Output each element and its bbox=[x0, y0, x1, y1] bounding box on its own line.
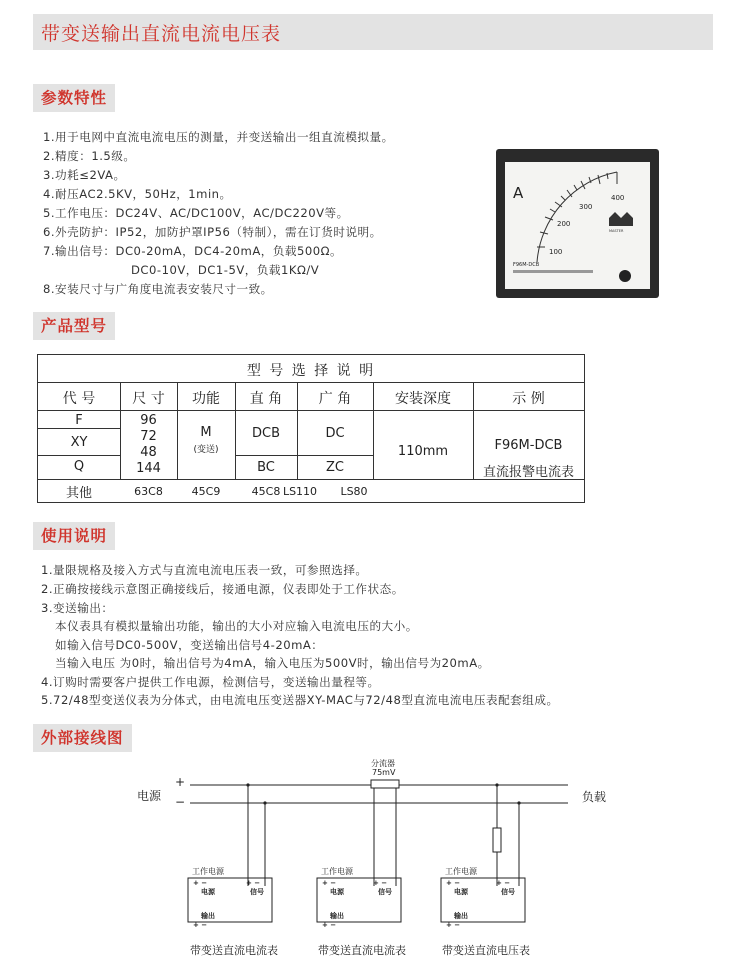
usage-line: 当输入电压 为0时，输出信号为4mA，输入电压为500V时，输出信号为20mA。 bbox=[55, 656, 490, 670]
meter-scale-label: 400 bbox=[611, 194, 625, 202]
wiring-pm: + − bbox=[193, 879, 208, 887]
wiring-box-power: 电源 bbox=[201, 888, 215, 896]
table-cell-size: 72 bbox=[140, 429, 157, 444]
table-cell-straight: DCB bbox=[251, 426, 280, 441]
wiring-box-signal: 信号 bbox=[378, 888, 392, 896]
table-column-header: 直 角 bbox=[249, 391, 283, 407]
table-cell-size: 144 bbox=[136, 461, 161, 476]
wiring-pm: + − bbox=[373, 879, 388, 887]
table-column-header: 代 号 bbox=[62, 391, 96, 407]
usage-line: 1.量限规格及接入方式与直流电流电压表一致，可参照选择。 bbox=[41, 563, 368, 577]
usage-line: 2.正确按接线示意图正确接线后，接通电源，仪表即处于工作状态。 bbox=[41, 582, 404, 596]
meter-unit: A bbox=[513, 184, 524, 202]
table-cell-function: M bbox=[200, 425, 212, 440]
usage-line: 5.72/48型变送仪表为分体式，由电流电压变送器XY-MAC与72/48型直流电流电压表配套组成。 bbox=[41, 693, 559, 707]
table-column-header: 安装深度 bbox=[395, 391, 451, 407]
wiring-pm: + − bbox=[322, 879, 337, 887]
param-line: 3.功耗≤2VA。 bbox=[43, 168, 126, 182]
table-column-header: 广 角 bbox=[318, 391, 352, 407]
wiring-caption: 带变送直流电流表 bbox=[318, 944, 406, 957]
wiring-pm: + − bbox=[496, 879, 511, 887]
wiring-box-output: 输出 bbox=[330, 912, 344, 920]
wiring-shunt-value: 75mV bbox=[372, 768, 396, 777]
section-params-title: 参数特性 bbox=[41, 89, 108, 107]
meter-scale-label: 200 bbox=[557, 220, 571, 228]
wiring-work-power: 工作电源 bbox=[445, 867, 477, 876]
wiring-box-signal: 信号 bbox=[501, 888, 515, 896]
wiring-box-power: 电源 bbox=[454, 888, 468, 896]
table-cell-function: 45C9 bbox=[191, 485, 221, 498]
meter-model: F96M-DCB bbox=[513, 262, 540, 268]
wiring-pm: + − bbox=[446, 879, 461, 887]
param-line: 5.工作电压：DC24V、AC/DC100V，AC/DC220V等。 bbox=[43, 206, 349, 220]
wiring-work-power: 工作电源 bbox=[321, 867, 353, 876]
wiring-shunt-label: 分流器 bbox=[371, 759, 395, 768]
param-line: 1.用于电网中直流电流电压的测量，并变送输出一组直流模拟量。 bbox=[43, 130, 394, 144]
usage-line: 如输入信号DC0-500V，变送输出信号4-20mA： bbox=[55, 638, 324, 652]
table-cell-straight: BC bbox=[257, 460, 275, 475]
usage-line: 4.订购时需要客户提供工作电源，检测信号，变送输出量程等。 bbox=[41, 675, 380, 689]
table-cell-code: XY bbox=[70, 435, 88, 450]
table-column-header: 功能 bbox=[192, 391, 220, 407]
table-cell-wide: LS80 bbox=[340, 485, 368, 498]
table-cell-size: 96 bbox=[140, 413, 157, 428]
table-cell-function-note: (变送) bbox=[193, 445, 219, 455]
wiring-power-label: 电源 bbox=[137, 789, 162, 803]
section-model-title: 产品型号 bbox=[41, 317, 108, 335]
usage-line: 本仪表具有模拟量输出功能，输出的大小对应输入电流电压的大小。 bbox=[55, 619, 418, 633]
wiring-caption: 带变送直流电压表 bbox=[442, 944, 530, 957]
table-cell-code: 其他 bbox=[65, 486, 92, 501]
table-cell-straight: 45C8 bbox=[251, 485, 281, 498]
wiring-pm: + − bbox=[446, 921, 461, 929]
section-wiring-title: 外部接线图 bbox=[41, 729, 124, 747]
param-line: DC0-10V，DC1-5V，负载1KΩ/V bbox=[131, 263, 320, 277]
table-cell-code: F bbox=[75, 413, 83, 428]
meter-scale-label: 100 bbox=[549, 248, 563, 256]
wiring-pm: + − bbox=[246, 879, 261, 887]
table-cell-example-model: F96M-DCB bbox=[494, 438, 563, 453]
wiring-box-signal: 信号 bbox=[250, 888, 264, 896]
wiring-minus: − bbox=[175, 795, 186, 809]
table-cell-depth-other: LS110 bbox=[282, 485, 318, 498]
section-usage-title: 使用说明 bbox=[41, 527, 108, 545]
page-title: 带变送输出直流电流电压表 bbox=[41, 23, 282, 45]
table-header: 型 号 选 择 说 明 bbox=[246, 363, 376, 379]
wiring-box-output: 输出 bbox=[201, 912, 215, 920]
table-cell-wide: DC bbox=[325, 426, 345, 441]
wiring-pm: + − bbox=[193, 921, 208, 929]
table-cell-wide: ZC bbox=[326, 460, 344, 475]
wiring-box-power: 电源 bbox=[330, 888, 344, 896]
table-cell-depth: 110mm bbox=[397, 444, 449, 459]
wiring-load-label: 负载 bbox=[582, 790, 607, 804]
usage-line: 3.变送输出： bbox=[41, 601, 114, 615]
table-cell-size: 48 bbox=[140, 445, 157, 460]
param-line: 4.耐压AC2.5KV，50Hz，1min。 bbox=[43, 187, 232, 201]
param-line: 7.输出信号：DC0-20mA，DC4-20mA，负载500Ω。 bbox=[43, 244, 343, 258]
param-line: 8.安装尺寸与广角度电流表安装尺寸一致。 bbox=[43, 282, 273, 296]
table-column-header: 尺 寸 bbox=[132, 391, 165, 407]
wiring-work-power: 工作电源 bbox=[192, 867, 224, 876]
meter-scale-label: 300 bbox=[579, 203, 593, 211]
table-cell-code: Q bbox=[73, 459, 85, 474]
param-line: 6.外壳防护：IP52，加防护罩IP56（特制），需在订货时说明。 bbox=[43, 225, 382, 239]
meter-brand: MASTER bbox=[609, 229, 624, 233]
table-column-header: 示 例 bbox=[512, 391, 545, 407]
wiring-box-output: 输出 bbox=[454, 912, 468, 920]
table-cell-example-desc: 直流报警电流表 bbox=[482, 465, 574, 480]
table-cell-size: 63C8 bbox=[134, 485, 163, 498]
wiring-caption: 带变送直流电流表 bbox=[190, 944, 278, 957]
wiring-pm: + − bbox=[322, 921, 337, 929]
param-line: 2.精度：1.5级。 bbox=[43, 149, 136, 163]
wiring-plus: + bbox=[175, 775, 186, 789]
